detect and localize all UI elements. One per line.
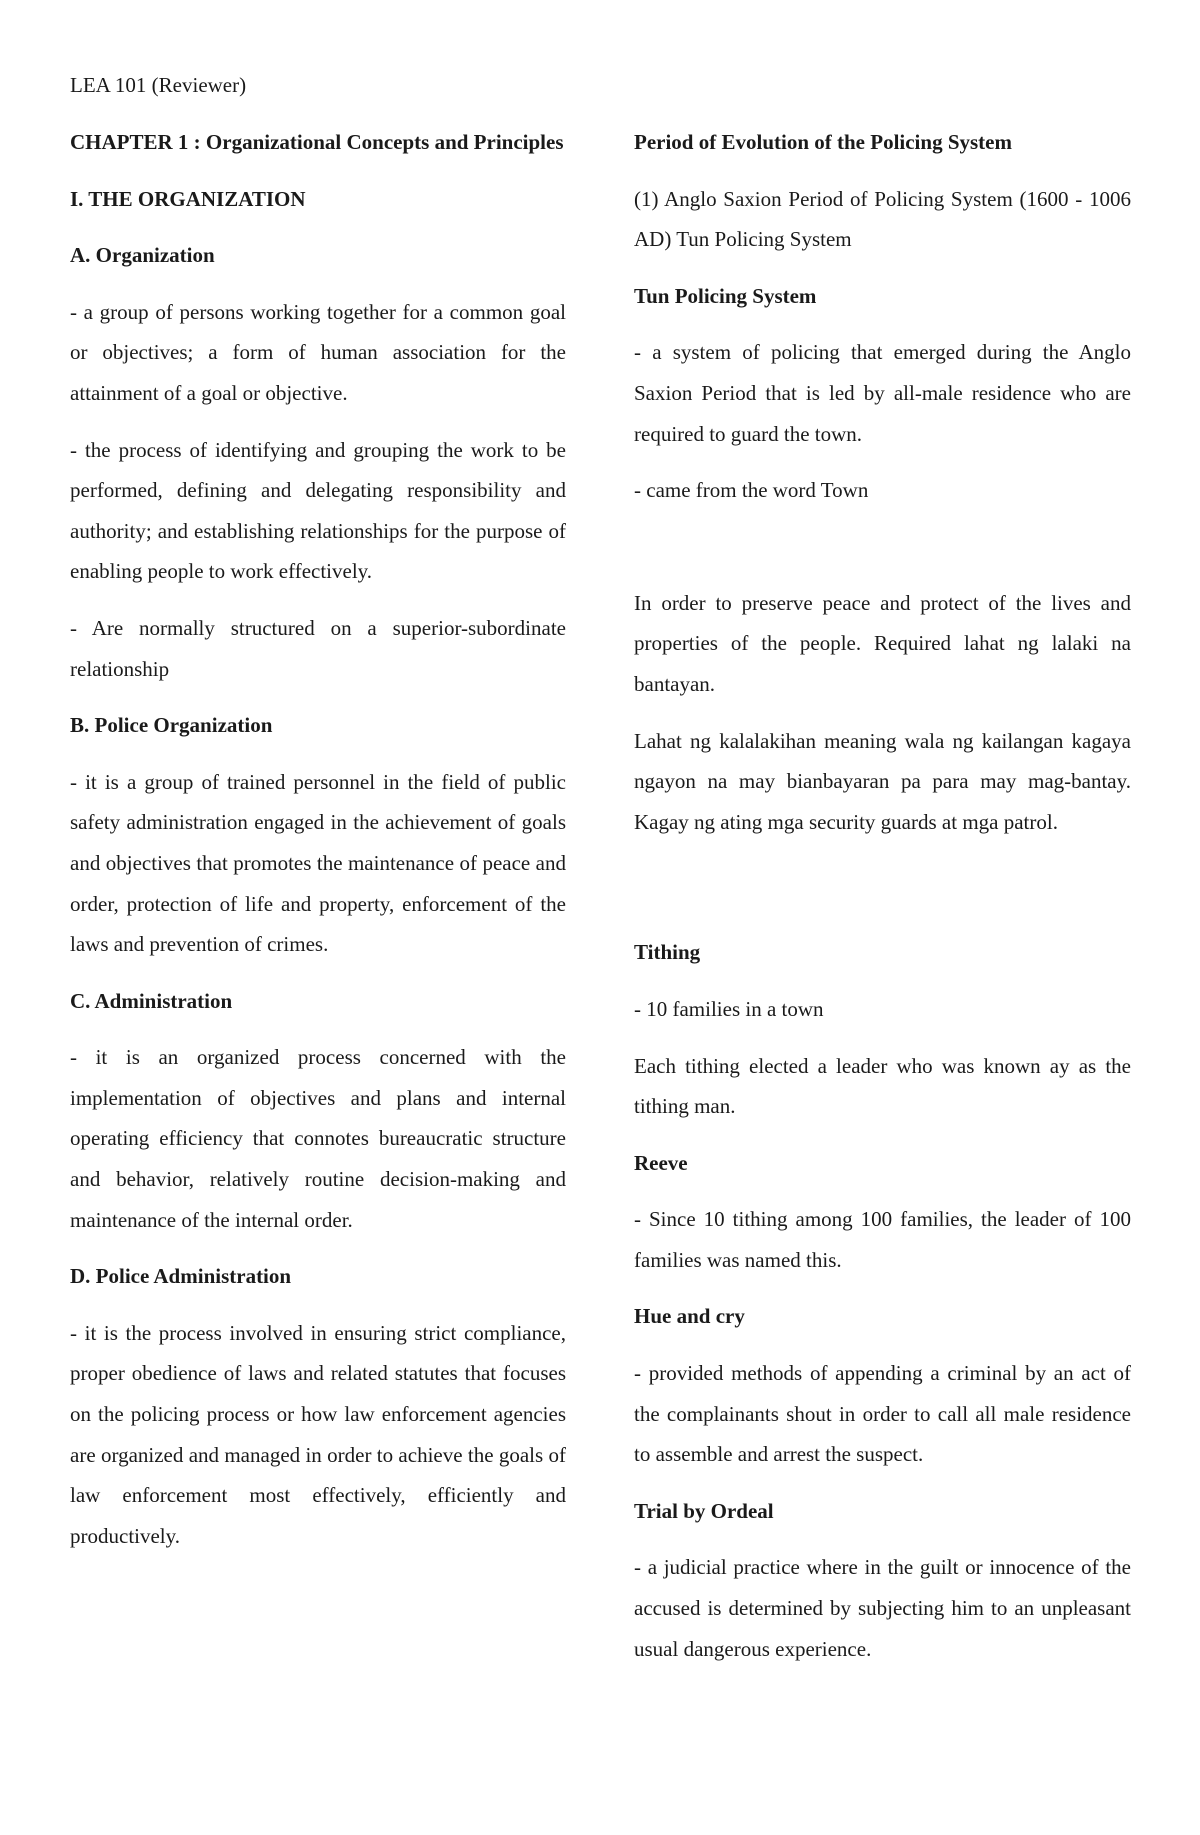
paragraph-lahat-ng-kalalakihan: Lahat ng kalalakihan meaning wala ng kailangan kagaya ngayon na may bianbayaran pa para may mag-bantay. Kagay ng ating mga security guards at mga patrol. — [634, 728, 1131, 834]
document-header: LEA 101 (Reviewer) — [70, 73, 247, 97]
subheading-administration: C. Administration — [70, 988, 233, 1013]
paragraph-reeve: - Since 10 tithing among 100 families, the leader of 100 families was named this. — [634, 1207, 1131, 1272]
chapter-title: CHAPTER 1 : Organizational Concepts and Principles — [70, 130, 564, 154]
subheading-police-organization: B. Police Organization — [70, 713, 273, 738]
heading-tithing: Tithing — [634, 940, 701, 965]
paragraph-hue-and-cry: - provided methods of appending a criminal by an act of the complainants shout in order to call all male residence to assemble and arrest the suspect. — [634, 1361, 1131, 1467]
paragraph-police-organization: - it is a group of trained personnel in the field of public safety administration engaged in the achievement of goals and objectives that promotes the maintenance of peace and order, protection of life and property, enforcement of the laws and prevention of crimes. — [70, 769, 566, 957]
paragraph-administration: - it is an organized process concerned with the implementation of objectives and plans and internal operating efficiency that connotes bureaucratic structure and behavior, relatively routine decision-making and maintenance of the internal order. — [70, 1045, 566, 1232]
heading-reeve: Reeve — [634, 1150, 688, 1175]
paragraph-anglo-saxion-period: (1) Anglo Saxion Period of Policing System (1600 - 1006 AD) Tun Policing System — [634, 186, 1131, 252]
heading-trial-by-ordeal: Trial by Ordeal — [634, 1498, 774, 1523]
paragraph-trial-by-ordeal: - a judicial practice where in the guilt or innocence of the accused is determined by subjecting him to an unpleasant usual dangerous experience. — [634, 1555, 1131, 1661]
paragraph-tun-definition: - a system of policing that emerged during the Anglo Saxion Period that is led by all-male residence who are required to guard the town. — [634, 340, 1131, 446]
blank-spacer — [634, 527, 1131, 583]
right-column — [634, 122, 1131, 1685]
paragraph-police-administration: - it is the process involved in ensuring strict compliance, proper obedience of laws and related statutes that focuses on the policing process or how law enforcement agencies are organized and managed in order to achieve the goals of law enforcement most effectively, efficiently and productively. — [70, 1320, 566, 1548]
paragraph-tithing-leader: Each tithing elected a leader who was known ay as the tithing man. — [634, 1053, 1131, 1119]
heading-period-of-evolution: Period of Evolution of the Policing System — [634, 130, 1012, 154]
paragraph-organization-definition-3: - Are normally structured on a superior-subordinate relationship — [70, 615, 566, 681]
paragraph-tun-origin: - came from the word Town — [634, 478, 869, 503]
paragraph-tithing-definition: - 10 families in a town — [634, 996, 824, 1021]
blank-spacer — [634, 858, 1131, 932]
left-column — [70, 122, 566, 1572]
subheading-police-administration: D. Police Administration — [70, 1264, 292, 1289]
heading-hue-and-cry: Hue and cry — [634, 1304, 745, 1329]
paragraph-preserve-peace: In order to preserve peace and protect of the lives and properties of the people. Required lahat ng lalaki na bantayan. — [634, 590, 1131, 696]
paragraph-organization-definition-1: - a group of persons working together for a common goal or objectives; a form of human association for the attainment of a goal or objective. — [70, 299, 566, 405]
subheading-organization: A. Organization — [70, 243, 215, 268]
paragraph-organization-definition-2: - the process of identifying and grouping the work to be performed, defining and delegating responsibility and authority; and establishing relationships for the purpose of enabling people to work effectively. — [70, 437, 566, 584]
heading-tun-policing-system: Tun Policing System — [634, 283, 817, 308]
section-heading-organization: I. THE ORGANIZATION — [70, 186, 306, 211]
